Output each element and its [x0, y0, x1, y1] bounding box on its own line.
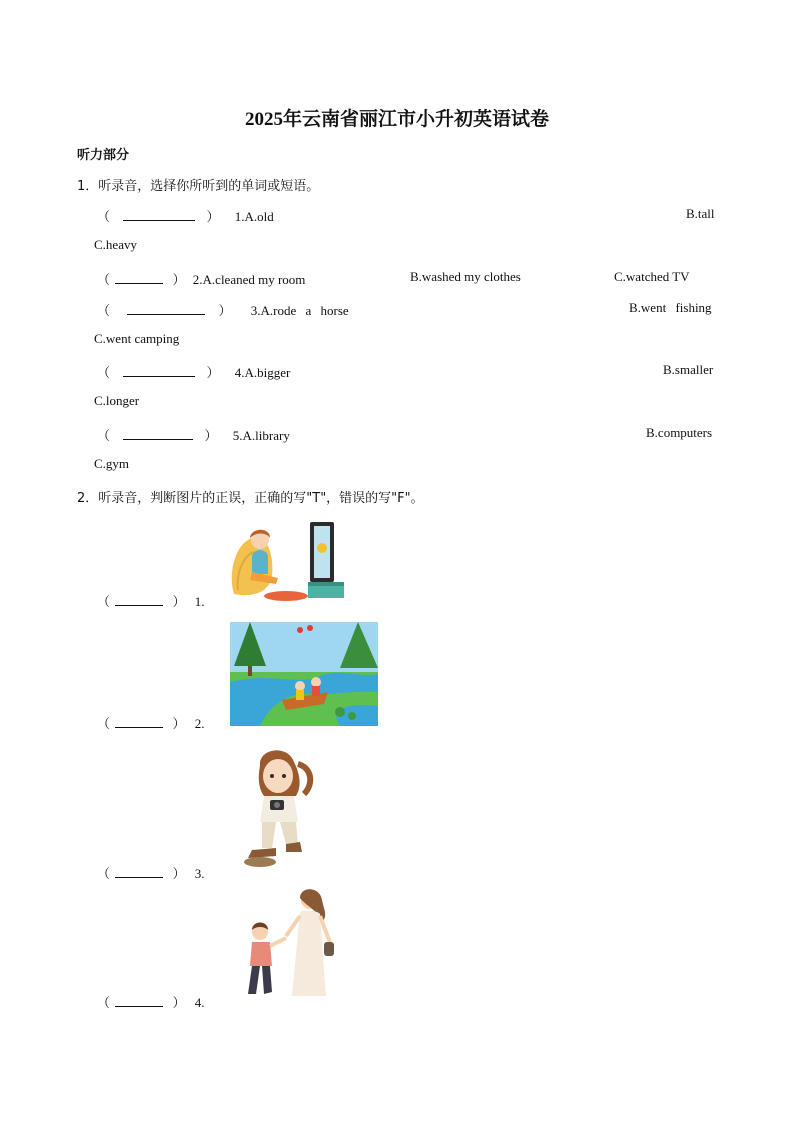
paren-open: （: [97, 428, 111, 443]
section-heading: 听力部分: [77, 148, 130, 163]
option-a: A.bigger: [244, 365, 291, 380]
paren-close: ）: [218, 303, 232, 318]
page-title: 2025年云南省丽江市小升初英语试卷: [244, 109, 549, 130]
paren-open: （: [97, 716, 111, 731]
q2-heading: 2．听录音，判断图片的正误，正确的写"T"，错误的写"F"。: [77, 491, 424, 506]
option-c: C.watched TV: [614, 269, 690, 284]
item-number: 2.: [192, 272, 203, 287]
q2-item-3: [97, 863, 205, 882]
q1-item-2: [97, 269, 305, 288]
answer-blank[interactable]: [123, 210, 195, 221]
paren-open: （: [97, 209, 111, 224]
paren-close: ）: [172, 594, 186, 609]
paren-close: ）: [172, 272, 186, 287]
option-b: B.computers: [646, 425, 713, 440]
paren-open: （: [97, 303, 111, 318]
paren-open: （: [97, 272, 111, 287]
item-number: 4.: [194, 995, 205, 1010]
q1-item-5: [97, 425, 290, 444]
answer-blank[interactable]: [123, 429, 193, 440]
option-c: C.longer: [94, 393, 140, 408]
paren-close: ）: [172, 866, 186, 881]
paren-close: ）: [172, 716, 186, 731]
q1-item-4: [97, 362, 290, 381]
item-number: 4.: [234, 365, 245, 380]
girl-watching-tv-picture: [228, 516, 348, 604]
option-c: C.gym: [94, 456, 130, 471]
item-number: 1.: [234, 209, 245, 224]
option-a: A.rode a horse: [260, 303, 349, 318]
answer-blank[interactable]: [115, 996, 163, 1007]
option-b: B.tall: [686, 206, 715, 221]
option-c: C.went camping: [94, 331, 180, 346]
q1-item-1: [97, 206, 274, 225]
option-a: A.library: [242, 428, 290, 443]
option-a: A.old: [244, 209, 274, 224]
option-b: B.smaller: [663, 362, 714, 377]
option-a: A.cleaned my room: [202, 272, 306, 287]
option-b: B.went fishing: [629, 300, 712, 315]
paren-close: ）: [204, 428, 218, 443]
q1-heading: 1．听录音，选择你所听到的单词或短语。: [77, 179, 320, 194]
paren-open: （: [97, 365, 111, 380]
kids-rowing-boat-picture: [230, 622, 378, 726]
mother-and-son-walking-picture: [244, 886, 340, 1004]
paren-open: （: [97, 995, 111, 1010]
answer-blank[interactable]: [127, 304, 205, 315]
paren-open: （: [97, 866, 111, 881]
item-number: 3.: [194, 866, 205, 881]
answer-blank[interactable]: [115, 595, 163, 606]
item-number: 3.: [250, 303, 261, 318]
answer-blank[interactable]: [115, 867, 163, 878]
option-c: C.heavy: [94, 237, 137, 252]
q2-item-2: [97, 713, 205, 732]
q2-item-4: [97, 992, 205, 1011]
paren-close: ）: [172, 995, 186, 1010]
answer-blank[interactable]: [115, 717, 163, 728]
item-number: 5.: [232, 428, 243, 443]
q1-item-3: [97, 300, 349, 319]
answer-blank[interactable]: [115, 273, 163, 284]
q2-item-1: [97, 591, 205, 610]
paren-close: ）: [206, 365, 220, 380]
answer-blank[interactable]: [123, 366, 195, 377]
option-b: B.washed my clothes: [410, 269, 521, 284]
item-number: 1.: [194, 594, 205, 609]
paren-open: （: [97, 594, 111, 609]
item-number: 2.: [194, 716, 205, 731]
paren-close: ）: [206, 209, 220, 224]
girl-with-camera-picture: [242, 744, 328, 868]
